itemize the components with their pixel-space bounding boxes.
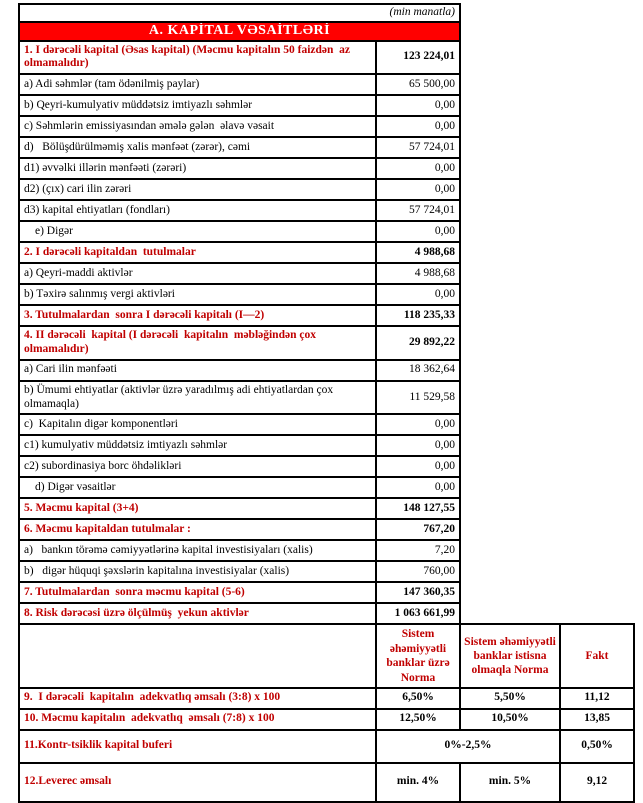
row-label: 6. Məcmu kapitaldan tutulmalar :	[19, 519, 376, 540]
table-row-7	[19, 582, 634, 603]
spacer	[460, 22, 634, 41]
row-value: 123 224,01	[376, 41, 460, 75]
header-fakt: Fakt	[560, 624, 634, 688]
spacer	[460, 477, 634, 498]
table-row-1d	[19, 137, 634, 158]
row-value: 0,00	[376, 456, 460, 477]
spacer	[460, 95, 634, 116]
spacer	[460, 456, 634, 477]
row-label: d) Digər vəsaitlər	[19, 477, 376, 498]
spacer	[460, 381, 634, 415]
row-label: b) Təxirə salınmış vergi aktivləri	[19, 284, 376, 305]
table-row-2a	[19, 263, 634, 284]
section-banner-row	[19, 22, 634, 41]
spacer	[460, 582, 634, 603]
table-row-4c2	[19, 456, 634, 477]
row-label: c) Kapitalın digər komponentləri	[19, 414, 376, 435]
row-value: 0,00	[376, 221, 460, 242]
row-value: 7,20	[376, 540, 460, 561]
row-label: b) Ümumi ehtiyatlar (aktivlər üzrə yaradılmış adi ehtiyatlardan çox olmamaqla)	[19, 381, 376, 415]
fakt-value: 11,12	[560, 688, 634, 709]
norma-systemic-value: 6,50%	[376, 688, 460, 709]
spacer	[460, 179, 634, 200]
header-norma-systemic: Sistem əhəmiyyətli banklar üzrə Norma	[376, 624, 460, 688]
norma-systemic-value: min. 4%	[376, 763, 460, 802]
fakt-value: 0,50%	[560, 730, 634, 763]
adequacy-header-row	[19, 624, 634, 688]
row-value: 0,00	[376, 95, 460, 116]
row-value: 760,00	[376, 561, 460, 582]
norma-non-systemic-value: min. 5%	[460, 763, 560, 802]
row-label: 3. Tutulmalardan sonra I dərəcəli kapitalı (I—2)	[19, 305, 376, 326]
row-value: 148 127,55	[376, 498, 460, 519]
row-value: 57 724,01	[376, 200, 460, 221]
spacer	[460, 498, 634, 519]
table-row-1d2	[19, 179, 634, 200]
table-row-11	[19, 730, 634, 763]
row-label: a) Cari ilin mənfəəti	[19, 360, 376, 381]
row-label: 2. I dərəcəli kapitaldan tutulmalar	[19, 242, 376, 263]
row-value: 18 362,64	[376, 360, 460, 381]
row-label: 7. Tutulmalardan sonra məcmu kapital (5-6)	[19, 582, 376, 603]
table-row-10	[19, 709, 634, 730]
row-value: 1 063 661,99	[376, 603, 460, 624]
spacer	[460, 242, 634, 263]
table-row-4d	[19, 477, 634, 498]
row-label: b) Qeyri-kumulyativ müddətsiz imtiyazlı səhmlər	[19, 95, 376, 116]
table-row-4	[19, 326, 634, 360]
spacer	[460, 4, 634, 22]
table-row-2b	[19, 284, 634, 305]
row-label: 4. II dərəcəli kapital (I dərəcəli kapitalın məbləğindən çox olmamalıdır)	[19, 326, 376, 360]
unit-note-row	[19, 4, 634, 22]
row-label: 11.Kontr-tsiklik kapital buferi	[19, 730, 376, 763]
row-value: 118 235,33	[376, 305, 460, 326]
table-row-1b	[19, 95, 634, 116]
table-row-4c	[19, 414, 634, 435]
table-row-2	[19, 242, 634, 263]
table-row-4b	[19, 381, 634, 415]
spacer	[460, 74, 634, 95]
table-row-1d1	[19, 158, 634, 179]
spacer	[460, 435, 634, 456]
row-value: 11 529,58	[376, 381, 460, 415]
table-row-4a	[19, 360, 634, 381]
spacer	[460, 305, 634, 326]
row-value: 4 988,68	[376, 263, 460, 284]
row-label: c) Səhmlərin emissiyasından əmələ gələn əlavə vəsait	[19, 116, 376, 137]
spacer	[460, 200, 634, 221]
row-value: 0,00	[376, 477, 460, 498]
row-label: a) Qeyri-maddi aktivlər	[19, 263, 376, 284]
table-row-3	[19, 305, 634, 326]
row-value: 0,00	[376, 116, 460, 137]
row-label: 9. I dərəcəli kapitalın adekvatlıq əmsalı (3:8) x 100	[19, 688, 376, 709]
spacer	[460, 414, 634, 435]
table-row-6	[19, 519, 634, 540]
table-row-1d3	[19, 200, 634, 221]
norma-systemic-value: 12,50%	[376, 709, 460, 730]
row-value: 29 892,22	[376, 326, 460, 360]
header-empty-cell	[19, 624, 376, 688]
row-value: 0,00	[376, 179, 460, 200]
table-row-9	[19, 688, 634, 709]
capital-report-table	[18, 3, 635, 803]
row-value: 147 360,35	[376, 582, 460, 603]
norma-non-systemic-value: 5,50%	[460, 688, 560, 709]
row-value: 4 988,68	[376, 242, 460, 263]
table-row-1c	[19, 116, 634, 137]
row-label: c1) kumulyativ müddətsiz imtiyazlı səhmlər	[19, 435, 376, 456]
table-row-1	[19, 41, 634, 75]
fakt-value: 13,85	[560, 709, 634, 730]
spacer	[460, 326, 634, 360]
row-label: d) Bölüşdürülməmiş xalis mənfəət (zərər), cəmi	[19, 137, 376, 158]
spacer	[460, 360, 634, 381]
row-label: c2) subordinasiya borc öhdəlikləri	[19, 456, 376, 477]
table-row-4c1	[19, 435, 634, 456]
spacer	[460, 540, 634, 561]
table-row-12	[19, 763, 634, 802]
row-value: 57 724,01	[376, 137, 460, 158]
norma-non-systemic-value: 10,50%	[460, 709, 560, 730]
row-value: 65 500,00	[376, 74, 460, 95]
row-value: 0,00	[376, 158, 460, 179]
spacer	[460, 263, 634, 284]
norma-combined-value: 0%-2,5%	[376, 730, 560, 763]
row-label: d3) kapital ehtiyatları (fondları)	[19, 200, 376, 221]
row-label: a) Adi səhmlər (tam ödənilmiş paylar)	[19, 74, 376, 95]
row-label: d1) əvvəlki illərin mənfəəti (zərəri)	[19, 158, 376, 179]
unit-note: (min manatla)	[19, 4, 460, 22]
row-label: 12.Leverec əmsalı	[19, 763, 376, 802]
spacer	[460, 603, 634, 624]
spacer	[460, 519, 634, 540]
spacer	[460, 221, 634, 242]
row-value: 767,20	[376, 519, 460, 540]
row-value: 0,00	[376, 435, 460, 456]
row-label: 1. I dərəcəli kapital (Əsas kapital) (Məcmu kapitalın 50 faizdən az olmamalıdır)	[19, 41, 376, 75]
row-label: 10. Məcmu kapitalın adekvatlıq əmsalı (7:8) x 100	[19, 709, 376, 730]
row-label: e) Digər	[19, 221, 376, 242]
spacer	[460, 41, 634, 75]
row-label: b) digər hüquqi şəxslərin kapitalına investisiyalar (xalis)	[19, 561, 376, 582]
row-label: a) bankın törəmə cəmiyyətlərinə kapital investisiyaları (xalis)	[19, 540, 376, 561]
row-label: 5. Məcmu kapital (3+4)	[19, 498, 376, 519]
spacer	[460, 158, 634, 179]
table-row-5	[19, 498, 634, 519]
table-row-6b	[19, 561, 634, 582]
spacer	[460, 137, 634, 158]
spacer	[460, 284, 634, 305]
row-value: 0,00	[376, 414, 460, 435]
table-row-1a	[19, 74, 634, 95]
row-label: 8. Risk dərəcəsi üzrə ölçülmüş yekun aktivlər	[19, 603, 376, 624]
spacer	[460, 561, 634, 582]
fakt-value: 9,12	[560, 763, 634, 802]
header-norma-non-systemic: Sistem əhəmiyyətli banklar istisna olmaqla Norma	[460, 624, 560, 688]
spacer	[460, 116, 634, 137]
table-row-1e	[19, 221, 634, 242]
table-row-8	[19, 603, 634, 624]
section-title: A. KAPİTAL VƏSAİTLƏRİ	[19, 22, 460, 41]
row-label: d2) (çıx) cari ilin zərəri	[19, 179, 376, 200]
row-value: 0,00	[376, 284, 460, 305]
table-row-6a	[19, 540, 634, 561]
